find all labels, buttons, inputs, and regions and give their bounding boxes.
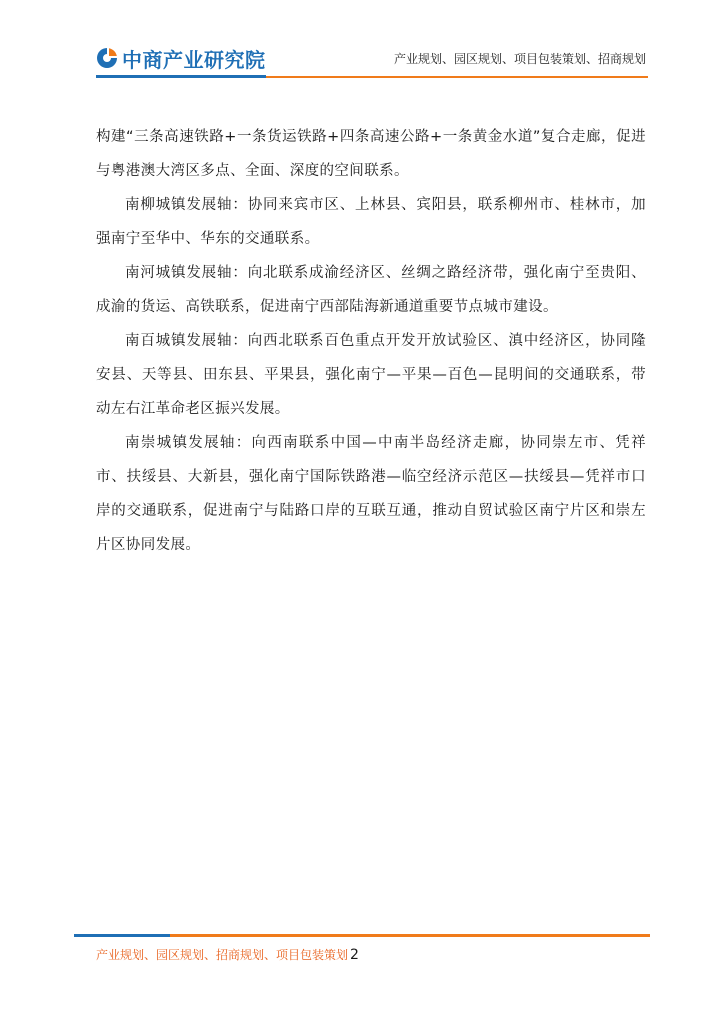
footer-tagline: 产业规划、园区规划、招商规划、项目包装策划 <box>96 948 349 962</box>
logo-text: 中商产业研究院 <box>122 47 266 72</box>
page-number: 2 <box>350 947 359 963</box>
footer-divider-blue <box>74 934 170 937</box>
header-divider-blue <box>96 75 266 78</box>
paragraph: 南百城镇发展轴：向西北联系百色重点开发开放试验区、滇中经济区，协同隆安县、天等县、田东县、平果县，强化南宁—平果—百色—昆明间的交通联系，带动左右江革命老区振兴发展。 <box>96 333 646 417</box>
logo-mark-icon <box>96 47 118 69</box>
document-body <box>96 120 646 562</box>
paragraph: 南柳城镇发展轴：协同来宾市区、上林县、宾阳县，联系柳州市、桂林市，加强南宁至华中、华东的交通联系。 <box>96 197 646 247</box>
footer-divider-orange <box>170 934 650 937</box>
paragraph: 南河城镇发展轴：向北联系成渝经济区、丝绸之路经济带，强化南宁至贵阳、成渝的货运、高铁联系，促进南宁西部陆海新通道重要节点城市建设。 <box>96 265 646 315</box>
page-header <box>0 0 724 90</box>
paragraph: 构建“三条高速铁路+一条货运铁路+四条高速公路+一条黄金水道”复合走廊，促进与粤港澳大湾区多点、全面、深度的空间联系。 <box>96 129 646 179</box>
company-logo <box>96 44 266 72</box>
paragraph: 南崇城镇发展轴：向西南联系中国—中南半岛经济走廊，协同崇左市、凭祥市、扶绥县、大新县，强化南宁国际铁路港—临空经济示范区—扶绥县—凭祥市口岸的交通联系，促进南宁与陆路口岸的互联互通，推动自贸试验区南宁片区和崇左片区协同发展。 <box>96 435 646 553</box>
header-tagline: 产业规划、园区规划、项目包装策划、招商规划 <box>393 52 646 66</box>
header-divider-orange <box>266 76 648 78</box>
page-footer <box>96 946 359 963</box>
